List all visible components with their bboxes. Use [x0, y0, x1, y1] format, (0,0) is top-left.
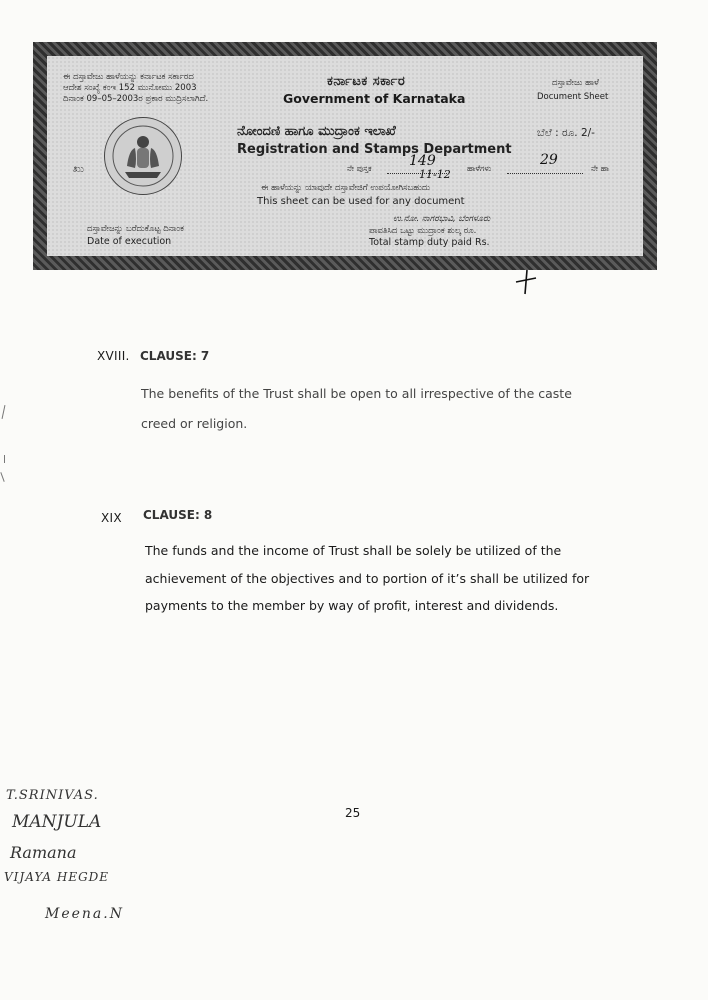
govt-title-kannada: ಕರ್ನಾಟಕ ಸರ್ಕಾರ [327, 74, 406, 89]
signature: Ramana [10, 843, 77, 862]
clause-text-line: achievement of the objectives and to portion of it’s shall be utilized for [145, 571, 590, 586]
clause-text-line: creed or religion. [141, 416, 248, 431]
pages-count: 29 [540, 152, 558, 168]
execution-date-kannada: ದಸ್ತಾವೇಜನ್ನು ಬರೆದುಕೊಟ್ಟ ದಿನಾಂಕ [87, 224, 185, 234]
sheet-suffix: ನೇ ಹಾ [591, 164, 609, 173]
clause-numeral: XVIII. [97, 349, 130, 363]
stamp-price: ಬೆಲೆ : ರೂ. 2/- [537, 127, 595, 139]
clause-heading: CLAUSE: 7 [140, 349, 210, 363]
execution-date-english: Date of execution [87, 236, 172, 247]
order-line-3: ದಿನಾಂಕ 09–05–2003ರ ಪ್ರಕಾರ ಮುದ್ರಿಸಲಾಗಿದೆ. [63, 94, 209, 104]
department-kannada: ನೋಂದಣಿ ಹಾಗೂ ಮುದ್ರಾಂಕ ಇಲಾಖೆ [237, 124, 396, 139]
office-stamp: ಉ.ನೋ. ನಾಗರಭಾವಿ, ಬೆಂಗಳೂರು [393, 214, 491, 224]
order-line-1: ಈ ದಸ್ತಾವೇಜು ಹಾಳೆಯನ್ನು ಕರ್ನಾಟಕ ಸರ್ಕಾರದ [63, 72, 194, 82]
tick-mark-icon [512, 268, 542, 298]
clause-heading: CLAUSE: 8 [143, 508, 213, 522]
sheet-date: 11-12 [419, 168, 451, 181]
clause-text-line: payments to the member by way of profit, interest and dividends. [145, 598, 559, 613]
margin-mark [4, 455, 5, 463]
any-document-english: This sheet can be used for any document [257, 196, 465, 207]
page-number: 25 [345, 806, 361, 820]
signature: MANJULA [12, 812, 102, 832]
margin-mark [2, 405, 6, 419]
left-mark: ಖು [73, 163, 84, 175]
signature: VIJAYA HEGDE [4, 870, 110, 884]
signature: Meena.N [45, 906, 124, 922]
signature: T.SRINIVAS. [6, 788, 99, 803]
department-english: Registration and Stamps Department [237, 142, 512, 157]
sheet-number: 149 [409, 153, 436, 169]
stamp-duty-kannada: ಪಾವತಿಸಿದ ಒಟ್ಟು ಮುದ್ರಾಂಕ ಶುಲ್ಕ ರೂ. [369, 226, 477, 236]
margin-mark [0, 472, 4, 482]
order-line-2: ಆದೇಶ ಸಂಖ್ಯೆ ಕಂಇ 152 ಮುನೋಮು 2003 [63, 83, 197, 93]
clause-text-line: The benefits of the Trust shall be open to all irrespective of the caste [141, 386, 572, 401]
any-document-kannada: ಈ ಹಾಳೆಯನ್ನು ಯಾವುದೇ ದಸ್ತಾವೇಜಿಗೆ ಉಪಯೋಗಿಸಬಹುದು [261, 183, 431, 193]
clause-text-line: The funds and the income of Trust shall be solely be utilized of the [145, 543, 562, 558]
pages-count-line [507, 173, 583, 174]
govt-title-english: Government of Karnataka [283, 91, 466, 106]
sheet-label: ನೇ ಪುಸ್ತಕ [347, 164, 372, 173]
stamp-duty-english: Total stamp duty paid Rs. [369, 237, 490, 248]
clause-numeral: XIX [101, 511, 122, 525]
state-emblem-icon [104, 117, 182, 195]
doc-sheet-english: Document Sheet [537, 92, 609, 102]
doc-sheet-kannada: ದಸ್ತಾವೇಜು ಹಾಳೆ [552, 78, 599, 88]
pages-label: ಹಾಳೆಗಳು [467, 164, 492, 173]
